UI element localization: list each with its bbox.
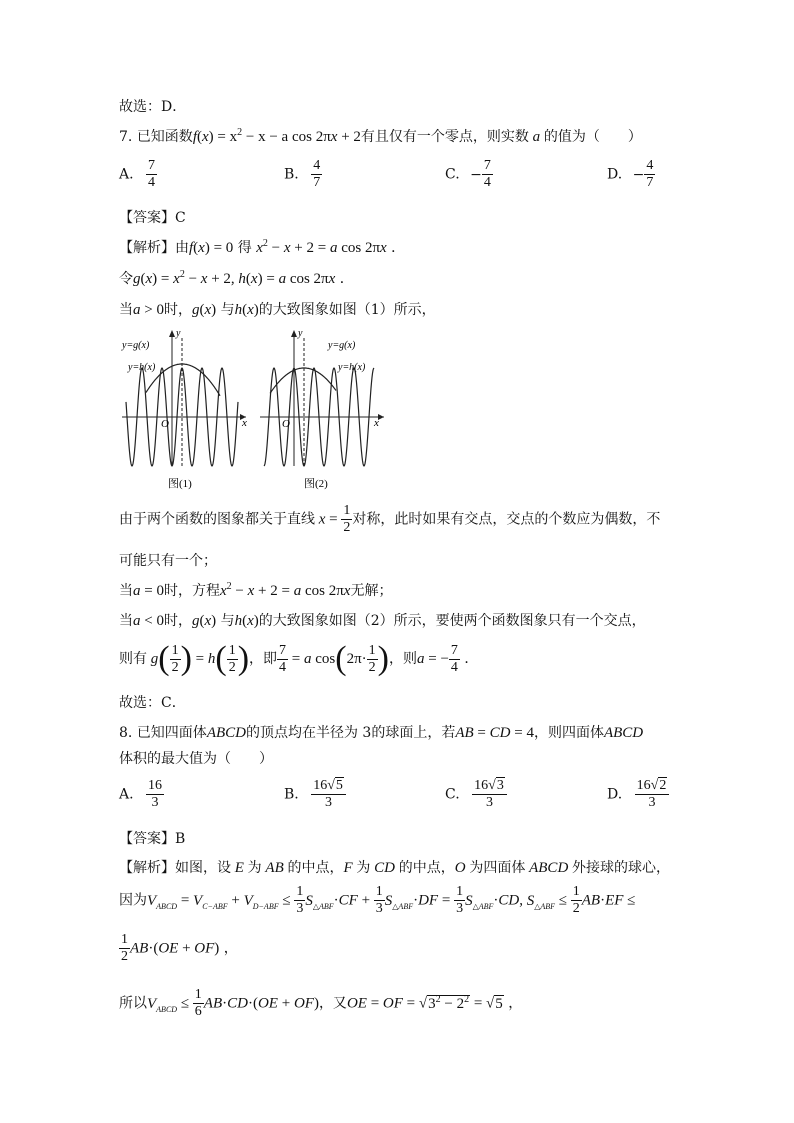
q7-option-b[interactable]: B. $\frac{4}{7}$	[284, 158, 321, 190]
q8-option-d[interactable]: D. $\frac{16√2}{3}$	[607, 778, 669, 811]
q8-analysis-line2: 因为$V_{ABCD} = V_{C-ABF} + V_{D-ABF}$ ≤ $\frac{1}{3}$ $S_{\triangle ABF}\cdot CF$ + $\frac{1}{3}$ $S_{\triangle ABF}\cdot DF$ = $\frac{1}{3}$ $S_{\triangle ABF}\cdot CD$, $S_{\triangle ABF}$ ≤ $\frac{1}{2}$ AB·EF ≤	[119, 884, 636, 916]
q7-analysis-line8: 则有 g( $\frac{1}{2}$ ) = h( $\frac{1}{2}$ )，即 $\frac{7}{4}$ = a cos(2π· $\frac{1}{2}$ )，则a = − $\frac{7}{4}$ ．	[119, 640, 479, 677]
origin-label: O	[161, 418, 169, 430]
g-label: y=g(x)	[122, 340, 150, 351]
q7-analysis-line1: 【解析】由f(x) = 0 得 $x^2 - x + 2 = a$ cos 2πx ．	[119, 238, 406, 256]
y-label: y	[176, 328, 181, 339]
q8-stem-line2: 体积的最大值为（ ）	[119, 751, 273, 767]
y-label: y	[298, 328, 303, 339]
q7-analysis-line3: 当a > 0时，g(x) 与h(x)的大致图象如图（1）所示，	[119, 302, 436, 318]
x-label: x	[242, 417, 247, 429]
q8-option-c[interactable]: C. $\frac{16√3}{3}$	[445, 778, 507, 811]
q7-analysis-line6: 当a = 0时，方程$x^2 - x + 2 = a$ cos 2πx无解；	[119, 581, 393, 599]
q7-analysis-line7: 当a < 0时，g(x) 与h(x)的大致图象如图（2）所示，要使两个函数图象只有一个交点，	[119, 613, 646, 629]
previous-conclusion: 故选：D．	[119, 99, 187, 115]
g-label: y=g(x)	[328, 340, 356, 351]
figure-2-caption: 图(2)	[304, 478, 328, 490]
q7-analysis-line2: 令$g(x) = x^2 - x + 2$, h(x) = a cos 2πx ．	[119, 269, 354, 287]
g-curve	[270, 368, 336, 393]
origin-label: O	[282, 418, 290, 430]
q7-analysis-line4: 由于两个函数的图象都关于直线 x = $\frac{1}{2}$ 对称，此时如果有交点，交点的个数应为偶数，不	[119, 503, 661, 535]
figure-1-caption: 图(1)	[168, 478, 192, 490]
q7-option-c[interactable]: C. − $\frac{7}{4}$	[445, 158, 491, 190]
q7-answer: 【答案】C	[119, 210, 186, 226]
q8-answer: 【答案】B	[119, 831, 186, 847]
q7-stem: 7. 已知函数$f(x) = x^2 - x - a$ cos 2πx + 2有且仅有一个零点，则实数 a 的值为（ ）	[119, 127, 642, 145]
figure-1-graph	[118, 326, 250, 494]
q8-option-b[interactable]: B. $\frac{16√5}{3}$	[284, 778, 346, 811]
q7-option-a[interactable]: A. $\frac{7}{4}$	[119, 158, 156, 190]
q8-analysis-line1: 【解析】如图，设 E 为 AB 的中点，F 为 CD 的中点，O 为四面体 ABCD 外接球的球心，	[119, 860, 671, 876]
q7-number: 7.	[119, 129, 133, 145]
q8-number: 8.	[119, 725, 133, 741]
q8-stem-line1: 8. 已知四面体ABCD的顶点均在半径为 3的球面上，若AB = CD = 4，则四面体ABCD	[119, 725, 644, 741]
x-label: x	[374, 417, 379, 429]
q7-conclusion: 故选：C．	[119, 695, 186, 711]
q7-analysis-line5: 可能只有一个；	[119, 553, 217, 569]
q8-analysis-line3: $\frac{1}{2}$ AB·(OE + OF) ，	[121, 932, 238, 964]
q7-function-formula: f	[192, 129, 197, 145]
h-label: y=h(x)	[128, 362, 156, 373]
q7-option-d[interactable]: D. − $\frac{4}{7}$	[607, 158, 654, 190]
q8-analysis-line4: 所以$V_{ABCD}$ ≤ $\frac{1}{6}$ AB·CD·(OE + OF)，又OE = OF = $√3^2 - 2^2 = √5$ ，	[119, 987, 523, 1019]
figure-2-graph	[256, 326, 388, 494]
h-label: y=h(x)	[338, 362, 366, 373]
q8-option-a[interactable]: A. $\frac{16}{3}$	[119, 778, 163, 810]
